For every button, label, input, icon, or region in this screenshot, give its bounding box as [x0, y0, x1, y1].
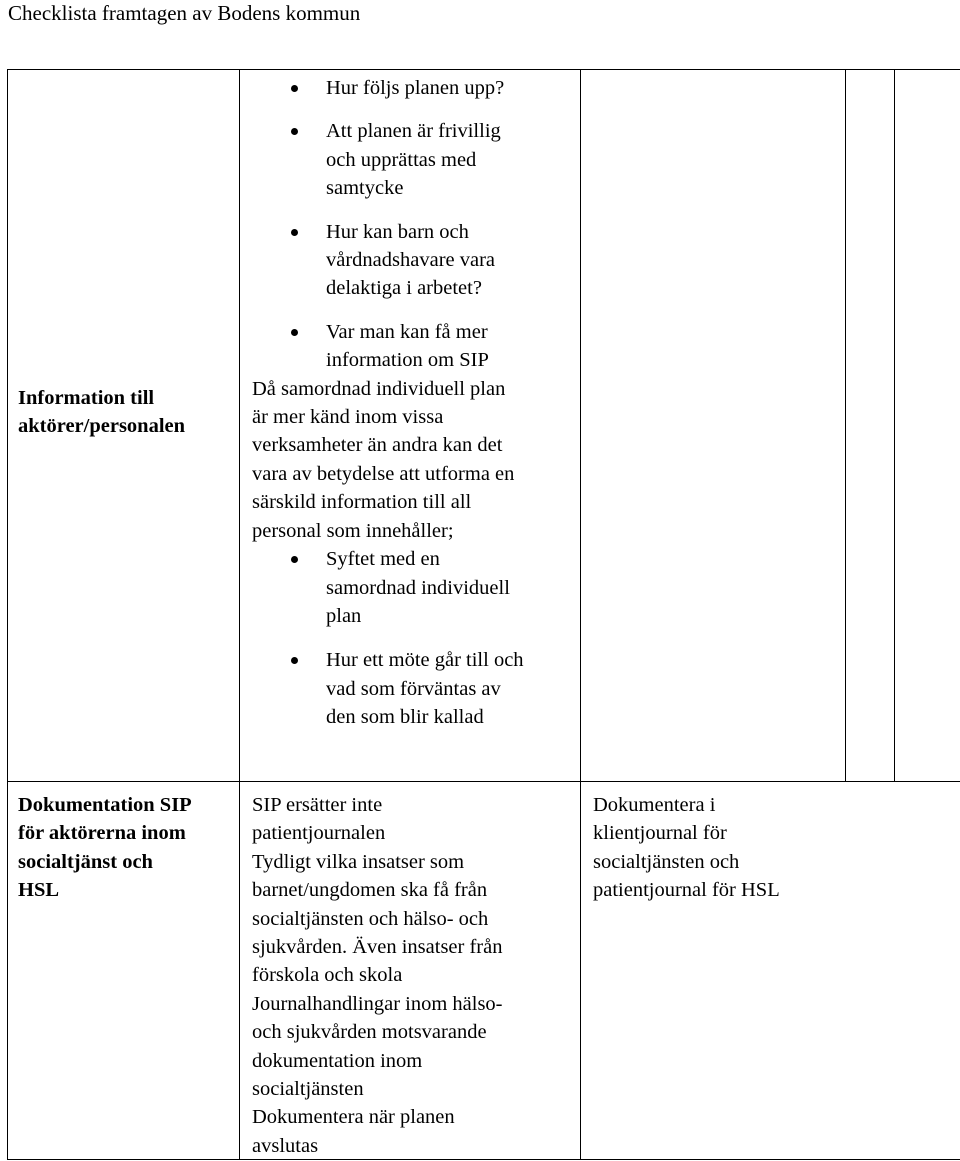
column-divider: [894, 69, 895, 782]
content-line: sjukvården. Även insatser från: [252, 936, 503, 959]
responsibility-line: klientjournal för: [593, 822, 727, 845]
bullet-line: den som blir kallad: [326, 706, 484, 729]
bullet-line: vårdnadshavare vara: [326, 249, 496, 272]
heading-line: för aktörerna inom: [18, 822, 186, 845]
bullet-line: Syftet med en: [326, 548, 440, 571]
heading-line: Information till: [18, 387, 155, 409]
paragraph-line: vara av betydelse att utforma en: [252, 462, 515, 485]
content-line: förskola och skola: [252, 964, 403, 987]
content-line: Journalhandlingar inom hälso-: [252, 992, 503, 1015]
paragraph-line: verksamheter än andra kan det: [252, 434, 503, 457]
content-line: och sjukvården motsvarande: [252, 1021, 487, 1044]
bullet-item: [242, 646, 578, 731]
bullet-item: [242, 218, 578, 303]
information-paragraph: [242, 375, 578, 545]
heading-line: Dokumentation SIP: [18, 794, 192, 816]
paragraph-line: Då samordnad individuell plan: [252, 377, 506, 400]
column-divider: [580, 69, 581, 1160]
content-line: patientjournalen: [252, 822, 386, 845]
bullet-item: [242, 74, 578, 102]
information-content: [242, 74, 578, 732]
bullet-icon: [291, 128, 298, 135]
bullet-line: plan: [326, 604, 362, 627]
bullet-line: Hur kan barn och: [326, 220, 469, 243]
bullet-icon: [291, 229, 298, 236]
bullet-line: vad som förväntas av: [326, 677, 501, 700]
content-line: barnet/ungdomen ska få från: [252, 879, 488, 902]
documentation-responsibility: [593, 791, 953, 905]
table-border-left: [7, 69, 8, 1160]
column-divider: [239, 69, 240, 1160]
bullet-item: [242, 318, 578, 375]
paragraph-line: personal som innehåller;: [252, 519, 454, 542]
content-line: socialtjänsten och hälso- och: [252, 907, 489, 930]
content-line: SIP ersätter inte: [252, 794, 383, 816]
bullet-item: [242, 545, 578, 630]
content-line: socialtjänsten: [252, 1078, 364, 1101]
content-line: Tydligt vilka insatser som: [252, 850, 465, 873]
paragraph-line: särskild information till all: [252, 491, 472, 514]
table-border-top: [7, 69, 960, 70]
bullet-line: Hur följs planen upp?: [326, 77, 505, 99]
bullet-icon: [291, 556, 298, 563]
bullet-line: Hur ett möte går till och: [326, 649, 524, 672]
column-divider: [845, 69, 846, 782]
content-line: Dokumentera när planen: [252, 1106, 455, 1129]
row-divider: [7, 781, 960, 782]
bullet-list-top: [242, 74, 578, 375]
heading-line: aktörer/personalen: [18, 415, 186, 438]
paragraph-line: är mer känd inom vissa: [252, 406, 444, 429]
documentation-content: [252, 791, 578, 1160]
bullet-line: delaktiga i arbetet?: [326, 277, 482, 300]
responsibility-line: socialtjänsten och: [593, 850, 740, 873]
row-heading-documentation: [18, 791, 238, 905]
heading-line: socialtjänst och: [18, 850, 153, 873]
bullet-item: [242, 117, 578, 202]
responsibility-line: Dokumentera i: [593, 794, 716, 816]
page-header: Checklista framtagen av Bodens kommun: [8, 1, 361, 25]
bullet-line: och upprättas med: [326, 148, 477, 171]
content-line: avslutas: [252, 1134, 319, 1157]
bullet-icon: [291, 85, 298, 92]
bullet-line: samtycke: [326, 177, 404, 200]
bullet-line: Att planen är frivillig: [326, 120, 501, 143]
heading-line: HSL: [18, 879, 60, 902]
bullet-icon: [291, 329, 298, 336]
row-heading-information: [18, 384, 238, 441]
bullet-line: Var man kan få mer: [326, 320, 488, 343]
responsibility-line: patientjournal för HSL: [593, 879, 780, 902]
bullet-list-bottom: [242, 545, 578, 731]
bullet-line: information om SIP: [326, 349, 489, 372]
bullet-line: samordnad individuell: [326, 576, 510, 599]
content-line: dokumentation inom: [252, 1049, 423, 1072]
bullet-icon: [291, 657, 298, 664]
